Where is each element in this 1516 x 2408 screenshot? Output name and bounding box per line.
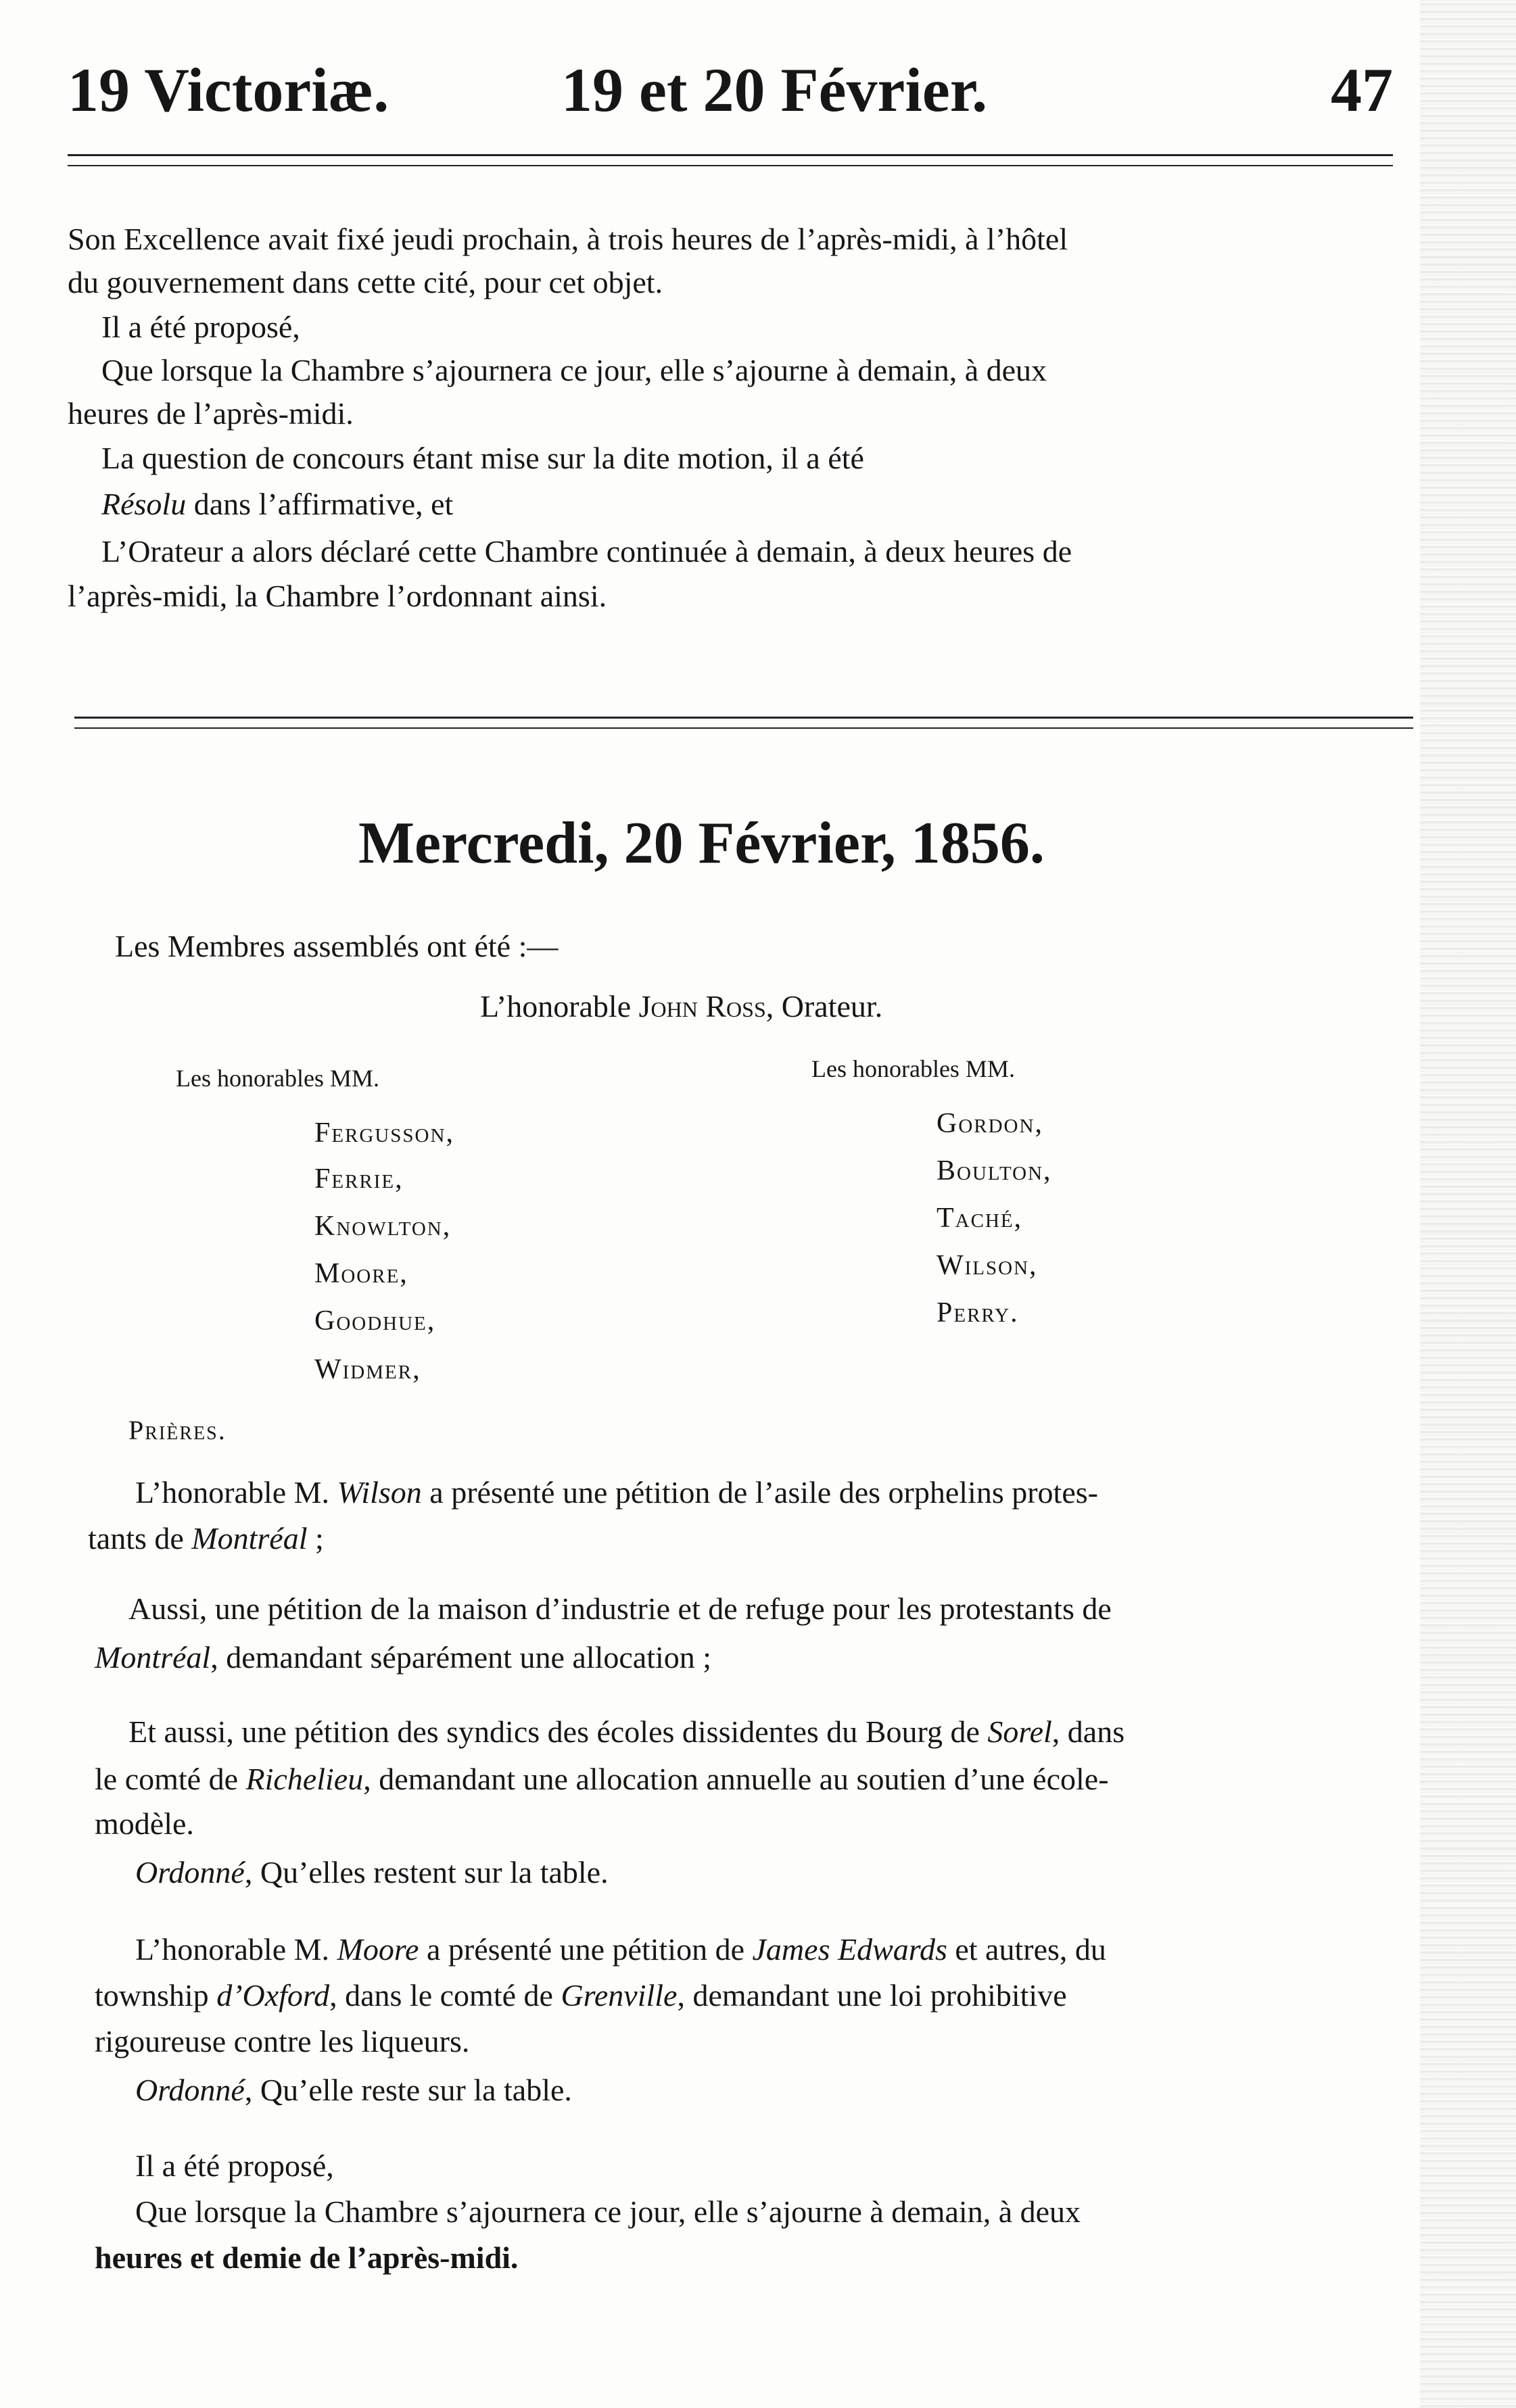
text-line: l’après-midi, la Chambre l’ordonnant ainsi. bbox=[68, 579, 607, 613]
text: L’honorable M. bbox=[135, 1475, 337, 1510]
section-rule-top bbox=[74, 717, 1413, 719]
text: , dans le comté de bbox=[329, 1978, 561, 2013]
ordonne-label: Ordonné bbox=[135, 1855, 245, 1889]
county-name: Grenville bbox=[561, 1978, 678, 2013]
petition-wilson-line-2 bbox=[88, 1517, 324, 1560]
ordonne-line-2 bbox=[135, 2069, 572, 2112]
petition-moore-line-1 bbox=[135, 1928, 1106, 1971]
place-name: Montréal bbox=[191, 1521, 308, 1556]
place-name: d’Oxford bbox=[216, 1978, 330, 2013]
speaker-line bbox=[480, 988, 882, 1024]
header-rule-top bbox=[68, 154, 1393, 156]
text-line: Son Excellence avait fixé jeudi prochain, à trois heures de l’après-midi, à l’hôtel bbox=[68, 222, 1068, 256]
text-line: La question de concours étant mise sur la dite motion, il a été bbox=[101, 441, 864, 475]
text: , dans bbox=[1051, 1714, 1125, 1749]
resolu-label: Résolu bbox=[101, 487, 187, 521]
member-left: Widmer, bbox=[314, 1354, 421, 1385]
member-name: Moore bbox=[337, 1932, 419, 1967]
text: a présenté une pétition de bbox=[419, 1932, 753, 1967]
petition-moore-line-2 bbox=[95, 1974, 1067, 2017]
petition-sorel-line-2 bbox=[95, 1758, 1109, 1801]
ordonne-label: Ordonné bbox=[135, 2073, 245, 2107]
petitioner-name: James Edwards bbox=[752, 1932, 947, 1967]
resolu-text: dans l’affirmative, et bbox=[193, 487, 454, 521]
text: L’honorable M. bbox=[135, 1932, 337, 1967]
motion-line-2: heures et demie de l’après-midi. bbox=[95, 2240, 519, 2275]
text-line: L’Orateur a alors déclaré cette Chambre continuée à demain, à deux heures de bbox=[101, 534, 1072, 569]
section-rule-bottom bbox=[74, 727, 1413, 729]
member-right: Boulton, bbox=[937, 1155, 1052, 1186]
text: , Qu’elles restent sur la table. bbox=[244, 1855, 609, 1889]
text-line: Que lorsque la Chambre s’ajournera ce jour, elle s’ajourne à demain, à deux bbox=[101, 353, 1047, 387]
motion-line-1: Que lorsque la Chambre s’ajournera ce jour, elle s’ajourne à demain, à deux bbox=[135, 2194, 1081, 2229]
header-reign: 19 Victoriæ. bbox=[68, 55, 389, 124]
member-left: Knowlton, bbox=[314, 1211, 452, 1242]
petition-wilson-line-1 bbox=[135, 1471, 1098, 1514]
page-number: 47 bbox=[1331, 55, 1393, 124]
member-right: Gordon, bbox=[937, 1108, 1043, 1139]
text-line: Il a été proposé, bbox=[101, 310, 300, 344]
text: et autres, du bbox=[947, 1932, 1106, 1967]
member-left: Ferrie, bbox=[314, 1163, 404, 1195]
place-name: Montréal bbox=[95, 1640, 211, 1675]
speaker-name: John Ross bbox=[638, 989, 766, 1024]
member-left: Moore, bbox=[314, 1258, 408, 1289]
petition-moore-line-3: rigoureuse contre les liqueurs. bbox=[95, 2024, 470, 2058]
members-intro: Les Membres assemblés ont été :— bbox=[115, 929, 559, 963]
text-line: heures de l’après-midi. bbox=[68, 396, 354, 431]
speaker-prefix: L’honorable bbox=[480, 989, 639, 1024]
text: ; bbox=[307, 1521, 324, 1556]
petition-industrie-line-2 bbox=[95, 1636, 711, 1679]
text-line: du gouvernement dans cette cité, pour cet objet. bbox=[68, 265, 663, 299]
day-title: Mercredi, 20 Février, 1856. bbox=[358, 811, 1045, 876]
petition-industrie-line-1: Aussi, une pétition de la maison d’industrie et de refuge pour les protestants de bbox=[128, 1591, 1112, 1626]
resolution-line bbox=[101, 483, 453, 526]
header-rule-bottom bbox=[68, 165, 1393, 166]
prieres-heading: Prières. bbox=[128, 1415, 227, 1445]
text: le comté de bbox=[95, 1762, 246, 1796]
scan-noise-edge bbox=[1420, 0, 1516, 2408]
text: , demandant une loi prohibitive bbox=[677, 1978, 1067, 2013]
petition-sorel-line-1 bbox=[128, 1710, 1124, 1754]
member-right: Wilson, bbox=[937, 1250, 1038, 1281]
member-left: Goodhue, bbox=[314, 1305, 436, 1337]
speaker-suffix: , Orateur. bbox=[765, 989, 883, 1024]
text: a présenté une pétition de l’asile des orphelins protes- bbox=[421, 1475, 1098, 1510]
text: , demandant séparément une allocation ; bbox=[210, 1640, 712, 1675]
members-left-header: Les honorables MM. bbox=[176, 1065, 379, 1092]
propose-line: Il a été proposé, bbox=[135, 2148, 334, 2183]
members-right-header: Les honorables MM. bbox=[811, 1055, 1015, 1082]
petition-sorel-line-3: modèle. bbox=[95, 1806, 194, 1841]
place-name: Sorel bbox=[987, 1714, 1052, 1749]
header-dates: 19 et 20 Février. bbox=[561, 55, 988, 124]
text: Et aussi, une pétition des syndics des écoles dissidentes du Bourg de bbox=[128, 1714, 988, 1749]
place-name: Richelieu bbox=[245, 1762, 364, 1796]
text: , demandant une allocation annuelle au soutien d’une école- bbox=[363, 1762, 1109, 1796]
text: tants de bbox=[88, 1521, 192, 1556]
member-name: Wilson bbox=[337, 1475, 422, 1510]
text: , Qu’elle reste sur la table. bbox=[244, 2073, 572, 2107]
member-left: Fergusson, bbox=[314, 1117, 454, 1149]
member-right: Perry. bbox=[937, 1297, 1019, 1328]
text: township bbox=[95, 1978, 217, 2013]
member-right: Taché, bbox=[937, 1203, 1023, 1234]
ordonne-line-1 bbox=[135, 1851, 609, 1894]
